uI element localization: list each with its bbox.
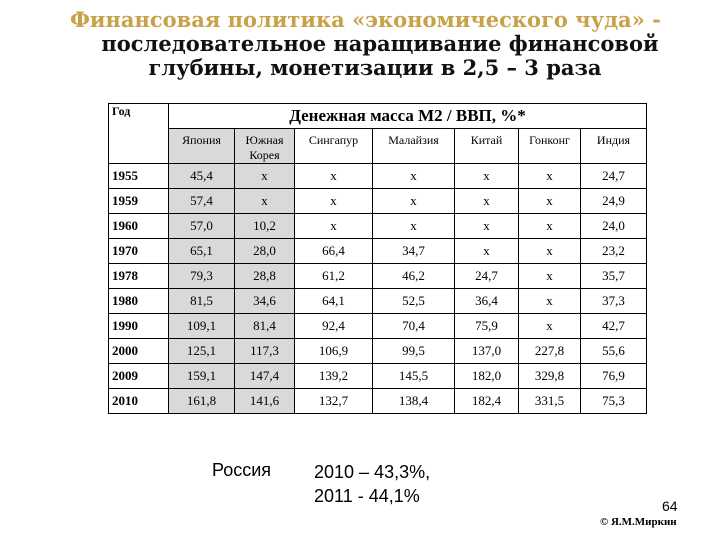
value-cell: x [519, 314, 581, 339]
table-row [109, 289, 647, 314]
column-header: Малайзия [373, 129, 455, 164]
value-cell: 35,7 [581, 264, 647, 289]
column-header: Южная Корея [235, 129, 295, 164]
value-cell: 10,2 [235, 214, 295, 239]
value-cell: 75,9 [455, 314, 519, 339]
russia-2010: 2010 – 43,3%, [314, 462, 431, 482]
value-cell: 141,6 [235, 389, 295, 414]
value-cell: 182,0 [455, 364, 519, 389]
year-cell: 1960 [109, 214, 169, 239]
value-cell: 92,4 [295, 314, 373, 339]
value-cell: 227,8 [519, 339, 581, 364]
title-line-3: глубины, монетизации в 2,5 – 3 раза [148, 55, 602, 80]
value-cell: x [519, 289, 581, 314]
value-cell: 106,9 [295, 339, 373, 364]
value-cell: 36,4 [455, 289, 519, 314]
value-cell: x [455, 164, 519, 189]
year-cell: 1959 [109, 189, 169, 214]
table-row [109, 314, 647, 339]
page-number: 64 [662, 498, 678, 514]
column-header: Япония [169, 129, 235, 164]
value-cell: 24,7 [581, 164, 647, 189]
value-cell: 57,0 [169, 214, 235, 239]
year-cell: 1970 [109, 239, 169, 264]
column-header: Гонконг [519, 129, 581, 164]
value-cell: x [455, 214, 519, 239]
year-cell: 1978 [109, 264, 169, 289]
value-cell: 65,1 [169, 239, 235, 264]
value-cell: 139,2 [295, 364, 373, 389]
value-cell: 34,7 [373, 239, 455, 264]
slide-title [40, 8, 680, 80]
value-cell: 37,3 [581, 289, 647, 314]
title-line-2: последовательное наращивание финансовой [101, 31, 659, 56]
value-cell: x [519, 164, 581, 189]
table-row [109, 214, 647, 239]
value-cell: 81,5 [169, 289, 235, 314]
value-cell: 34,6 [235, 289, 295, 314]
value-cell: 145,5 [373, 364, 455, 389]
money-supply-table [108, 103, 647, 414]
value-cell: 55,6 [581, 339, 647, 364]
table-row [109, 389, 647, 414]
value-cell: 24,7 [455, 264, 519, 289]
value-cell: x [295, 164, 373, 189]
value-cell: x [455, 189, 519, 214]
value-cell: 70,4 [373, 314, 455, 339]
title-line-1: Финансовая политика «экономического чуда» - [70, 7, 661, 32]
table-row [109, 364, 647, 389]
value-cell: x [519, 239, 581, 264]
value-cell: 61,2 [295, 264, 373, 289]
year-cell: 2009 [109, 364, 169, 389]
value-cell: x [295, 214, 373, 239]
table-row [109, 239, 647, 264]
value-cell: 132,7 [295, 389, 373, 414]
russia-2011: 2011 - 44,1% [314, 486, 420, 506]
copyright: © Я.М.Миркин [600, 516, 677, 528]
value-cell: 42,7 [581, 314, 647, 339]
year-cell: 1980 [109, 289, 169, 314]
year-cell: 2010 [109, 389, 169, 414]
value-cell: 24,9 [581, 189, 647, 214]
value-cell: 137,0 [455, 339, 519, 364]
value-cell: 46,2 [373, 264, 455, 289]
value-cell: 182,4 [455, 389, 519, 414]
column-header: Индия [581, 129, 647, 164]
value-cell: 57,4 [169, 189, 235, 214]
table-row [109, 164, 647, 189]
value-cell: 28,8 [235, 264, 295, 289]
value-cell: 125,1 [169, 339, 235, 364]
value-cell: 45,4 [169, 164, 235, 189]
table-row [109, 189, 647, 214]
value-cell: x [235, 189, 295, 214]
year-header: Год [109, 104, 169, 164]
value-cell: 331,5 [519, 389, 581, 414]
value-cell: 64,1 [295, 289, 373, 314]
value-cell: x [519, 189, 581, 214]
value-cell: 138,4 [373, 389, 455, 414]
value-cell: 99,5 [373, 339, 455, 364]
value-cell: 161,8 [169, 389, 235, 414]
table-row [109, 264, 647, 289]
value-cell: 147,4 [235, 364, 295, 389]
value-cell: 117,3 [235, 339, 295, 364]
column-header: Китай [455, 129, 519, 164]
value-cell: 24,0 [581, 214, 647, 239]
value-cell: 66,4 [295, 239, 373, 264]
value-cell: 75,3 [581, 389, 647, 414]
value-cell: x [373, 189, 455, 214]
value-cell: 329,8 [519, 364, 581, 389]
value-cell: x [373, 164, 455, 189]
year-cell: 1955 [109, 164, 169, 189]
value-cell: x [373, 214, 455, 239]
table-row [109, 339, 647, 364]
value-cell: 23,2 [581, 239, 647, 264]
value-cell: x [519, 214, 581, 239]
value-cell: 81,4 [235, 314, 295, 339]
value-cell: 52,5 [373, 289, 455, 314]
russia-values [314, 460, 430, 508]
value-cell: x [295, 189, 373, 214]
value-cell: 28,0 [235, 239, 295, 264]
year-cell: 1990 [109, 314, 169, 339]
value-cell: x [455, 239, 519, 264]
russia-label: Россия [212, 460, 272, 480]
table-heading: Денежная масса М2 / ВВП, %* [169, 104, 647, 129]
value-cell: x [235, 164, 295, 189]
value-cell: x [519, 264, 581, 289]
column-header: Сингапур [295, 129, 373, 164]
value-cell: 76,9 [581, 364, 647, 389]
value-cell: 159,1 [169, 364, 235, 389]
year-cell: 2000 [109, 339, 169, 364]
value-cell: 109,1 [169, 314, 235, 339]
value-cell: 79,3 [169, 264, 235, 289]
